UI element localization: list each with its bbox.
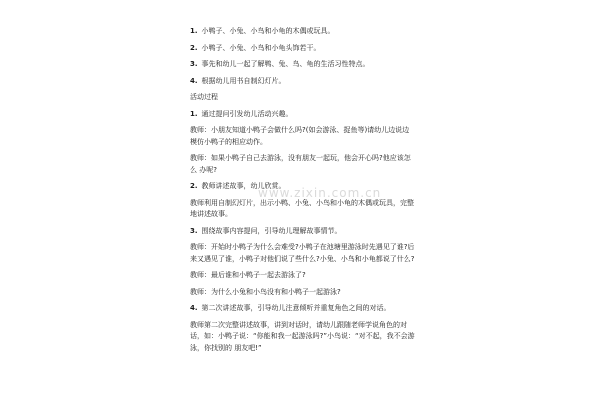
prep-item-4: 4. 根据幼儿用书自制幻灯片。 [190, 76, 286, 85]
step-4: 4. 第二次讲述故事，引导幼儿注意倾听并重复角色之间的对话。 [190, 304, 391, 312]
section-title: 活动过程 [190, 93, 218, 101]
paragraph: 教师：如果小鸭子自己去游泳，没有朋友一起玩，他会开心吗?他应该怎么 办呢? [190, 154, 411, 174]
paragraph: 教师：最后谁和小鸭子一起去游泳了? [190, 271, 306, 279]
step-2: 2. 教师讲述故事，幼儿欣赏。 [190, 182, 286, 190]
paragraph: 教师：为什么小兔和小鸟没有和小鸭子一起游泳? [190, 287, 341, 296]
prep-item-2: 2. 小鸭子、小兔、小鸟和小龟头饰若干。 [190, 43, 321, 52]
paragraph: 教师第二次完整讲述故事，讲到对话时，请幼儿跟随老师学说角色的对话，如：小鸭子说：“你能和我一起游泳吗?”小鸟说：“对不起，我不会游泳，你找别的 朋友吧!” [190, 320, 415, 352]
paragraph: 教师：开始时小鸭子为什么会难受?小鸭子在池塘里游泳时先遇见了谁?后来又遇见了谁，小鸭子对他们说了些什么?小兔、小鸟和小龟都说了什么? [190, 243, 415, 263]
step-1: 1. 通过提问引发幼儿活动兴趣。 [190, 109, 293, 118]
step-3: 3. 围绕故事内容提问，引导幼儿理解故事情节。 [190, 226, 342, 235]
prep-item-1: 1. 小鸭子、小兔、小鸟和小龟的木偶或玩具。 [190, 27, 335, 35]
paragraph: 教师：小朋友知道小鸭子会做什么吗?(如会游泳、捉鱼等)请幼儿边说边模仿小鸭子的相应动作。 [190, 126, 410, 146]
paragraph: 教师利用自制幻灯片，出示小鸭、小兔、小鸟和小龟的木偶或玩具，完整地讲述故事。 [190, 198, 414, 218]
prep-item-3: 3. 事先和幼儿一起了解鸭、兔、鸟、龟的生活习性特点。 [190, 60, 370, 68]
watermark: www.zixin.com.cn [258, 186, 382, 200]
